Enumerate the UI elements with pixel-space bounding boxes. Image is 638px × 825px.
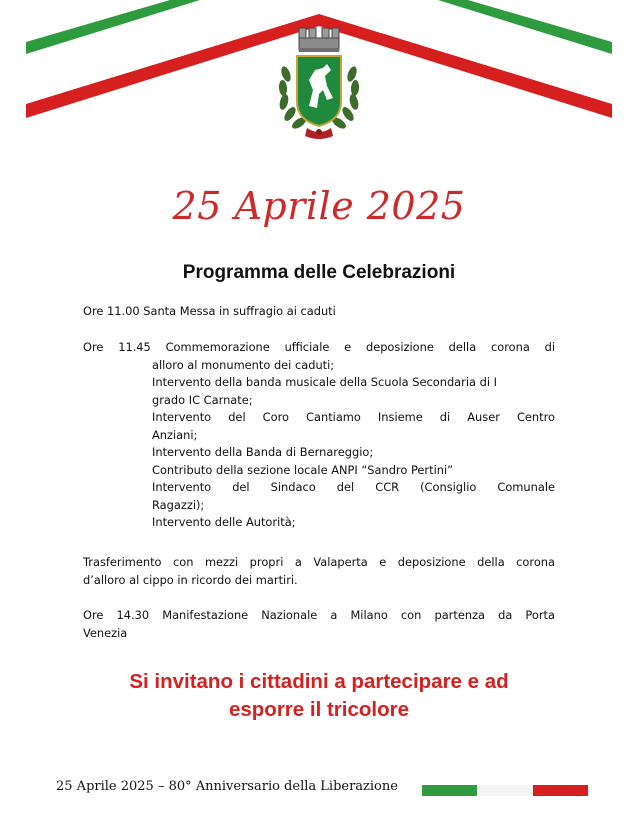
program-item-transfer xyxy=(83,554,555,589)
program-item-manifestation xyxy=(83,607,555,642)
italian-flag-icon xyxy=(422,785,588,796)
invitation-text xyxy=(0,668,638,724)
program-item-mass xyxy=(83,303,555,321)
program-line: grado IC Carnate; xyxy=(152,392,253,407)
program-line: Ore 11.45 Commemorazione ufficiale e deposizione della corona di xyxy=(83,340,555,354)
program-line: Intervento della Banda di Bernareggio; xyxy=(152,445,374,459)
coat-of-arms-icon xyxy=(277,24,361,142)
invitation-line: Si invitano i cittadini a partecipare e ad xyxy=(129,670,509,693)
crown-icon xyxy=(299,28,339,52)
flag-green-stripe xyxy=(422,785,477,796)
invitation-line: esporre il tricolore xyxy=(228,698,409,721)
program-line: Anziani; xyxy=(152,427,198,442)
banner-green-left xyxy=(26,0,200,54)
program-line: Intervento delle Autorità; xyxy=(152,515,296,529)
program-heading: Programma delle Celebrazioni xyxy=(182,262,456,283)
program-line: d’alloro al cippo in ricordo dei martiri. xyxy=(83,572,298,587)
program-line: alloro al monumento dei caduti; xyxy=(152,357,335,372)
program-line: Intervento del Sindaco del CCR (Consiglio Comunale xyxy=(152,480,555,494)
program-line: Ore 11.00 Santa Messa in suffragio ai caduti xyxy=(83,304,336,318)
event-title: 25 Aprile 2025 xyxy=(172,184,466,228)
program-line: Contributo della sezione locale ANPI “Sandro Pertini” xyxy=(152,462,454,477)
banner-green-right xyxy=(438,0,612,54)
program-line: Ore 14.30 Manifestazione Nazionale a Milano con partenza da Porta xyxy=(83,608,555,622)
program-line: Venezia xyxy=(83,625,128,640)
program-line: Ragazzi); xyxy=(152,497,205,512)
footer-text: 25 Aprile 2025 – 80° Anniversario della Liberazione xyxy=(56,779,398,794)
program-line: Trasferimento con mezzi propri a Valaperta e deposizione della corona xyxy=(83,555,555,569)
program-item-commemoration xyxy=(83,339,555,532)
flag-white-stripe xyxy=(477,785,533,796)
flag-red-stripe xyxy=(533,785,588,796)
program-line: Intervento del Coro Cantiamo Insieme di Auser Centro xyxy=(152,410,555,424)
program-line: Intervento della banda musicale della Scuola Secondaria di I xyxy=(152,375,497,389)
ribbon-icon xyxy=(305,128,333,139)
